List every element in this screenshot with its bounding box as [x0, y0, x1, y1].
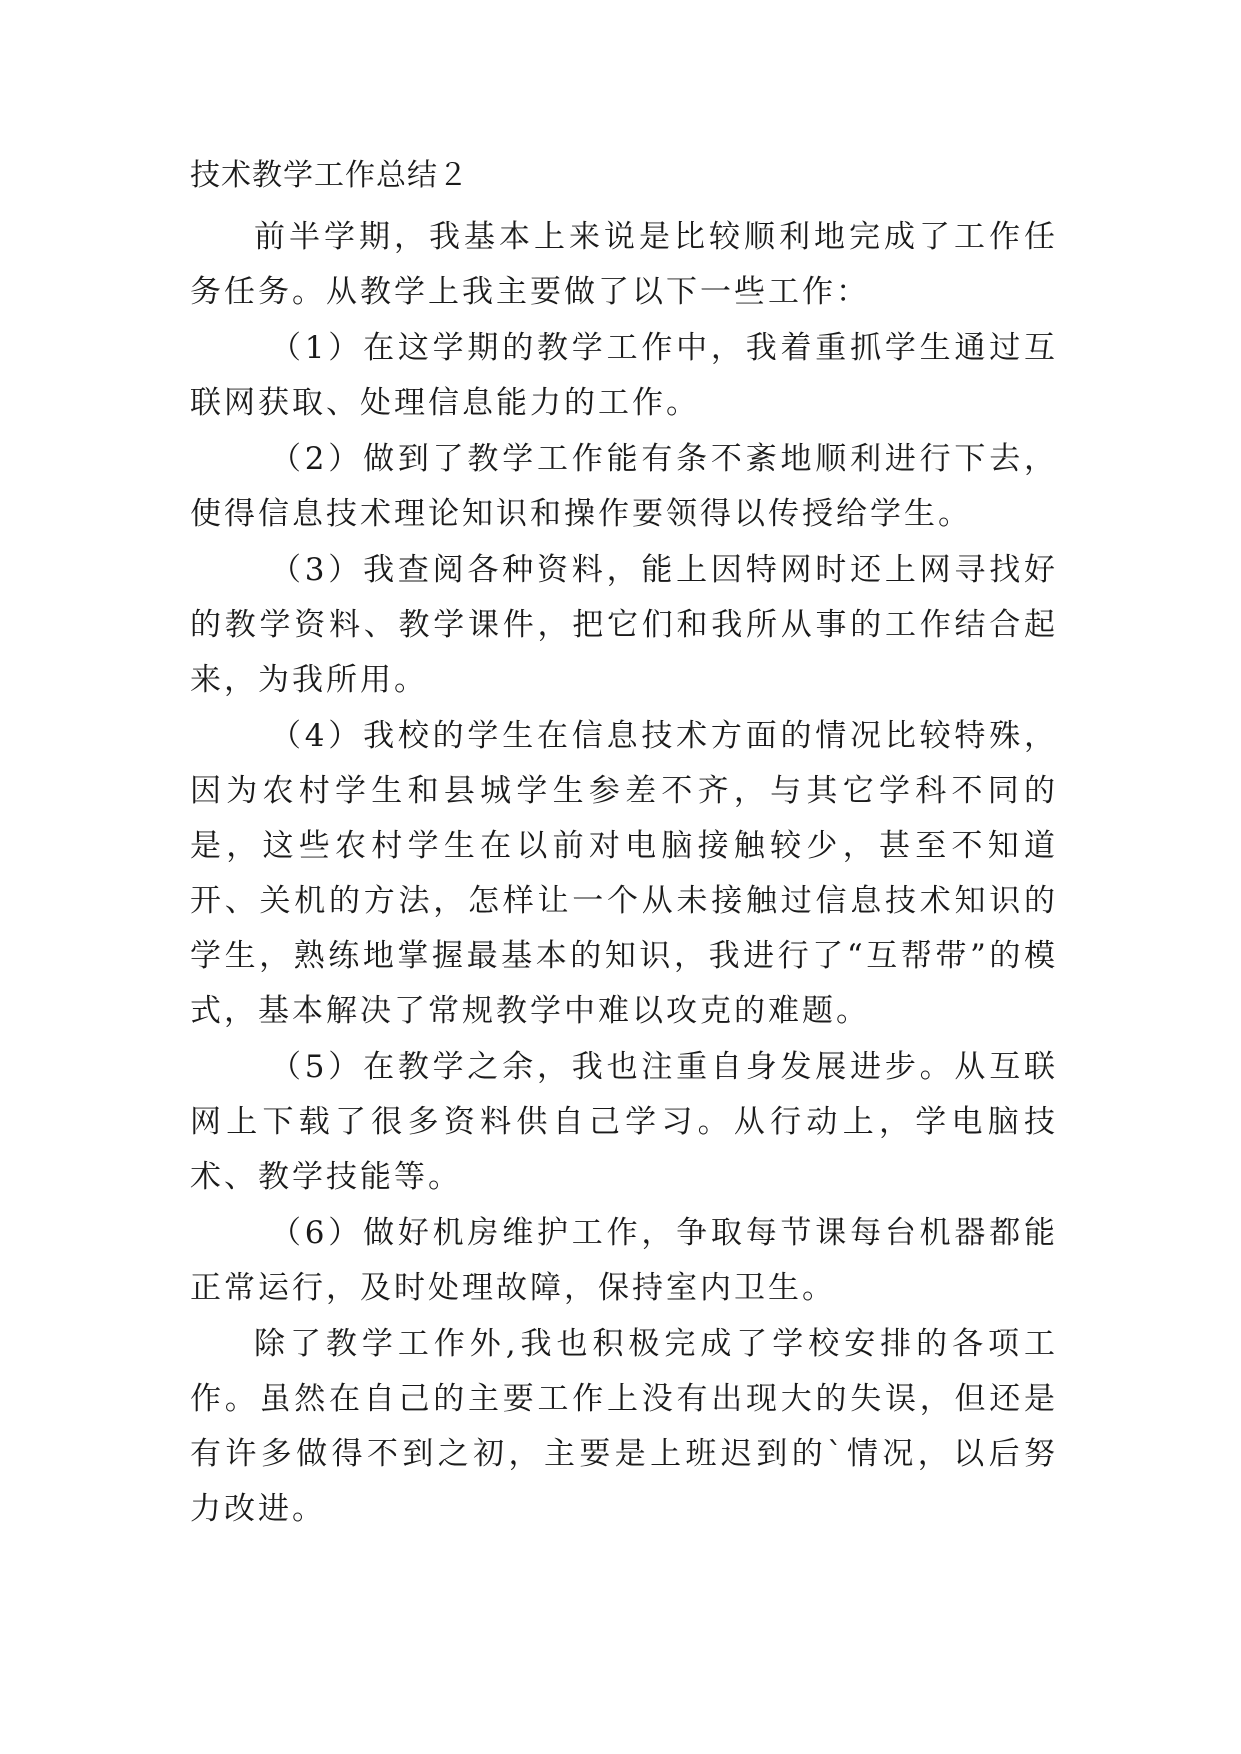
paragraph-item-5: （5）在教学之余，我也注重自身发展进步。从互联网上下载了很多资料供自己学习。从行动上，学电脑技术、教学技能等。 — [190, 1049, 1058, 1195]
document-title: 技术教学工作总结２ — [190, 158, 469, 193]
paragraph-item-4: （4）我校的学生在信息技术方面的情况比较特殊，因为农村学生和县城学生参差不齐，与其它学科不同的是，这些农村学生在以前对电脑接触较少，甚至不知道开、关机的方法，怎样让一个从未接触过信息技术知识的学生，熟练地掌握最基本的知识，我进行了“互帮带”的模式，基本解决了常规教学中难以攻克的难题。 — [190, 718, 1058, 1029]
paragraph-item-1: （1）在这学期的教学工作中，我着重抓学生通过互联网获取、处理信息能力的工作。 — [190, 330, 1058, 421]
paragraph-item-6: （6）做好机房维护工作，争取每节课每台机器都能正常运行，及时处理故障，保持室内卫生。 — [190, 1215, 1058, 1306]
paragraph-conclusion: 除了教学工作外,我也积极完成了学校安排的各项工作。虽然在自己的主要工作上没有出现大的失误，但还是有许多做得不到之初，主要是上班迟到的`情况，以后努力改进。 — [190, 1326, 1058, 1527]
paragraph-intro: 前半学期，我基本上来说是比较顺利地完成了工作任务任务。从教学上我主要做了以下一些工作： — [190, 219, 1058, 310]
paragraph-item-2: （2）做到了教学工作能有条不紊地顺利进行下去，使得信息技术理论知识和操作要领得以传授给学生。 — [190, 441, 1058, 532]
document-page — [190, 156, 1058, 1538]
paragraph-item-3: （3）我查阅各种资料，能上因特网时还上网寻找好的教学资料、教学课件，把它们和我所从事的工作结合起来，为我所用。 — [190, 552, 1058, 698]
